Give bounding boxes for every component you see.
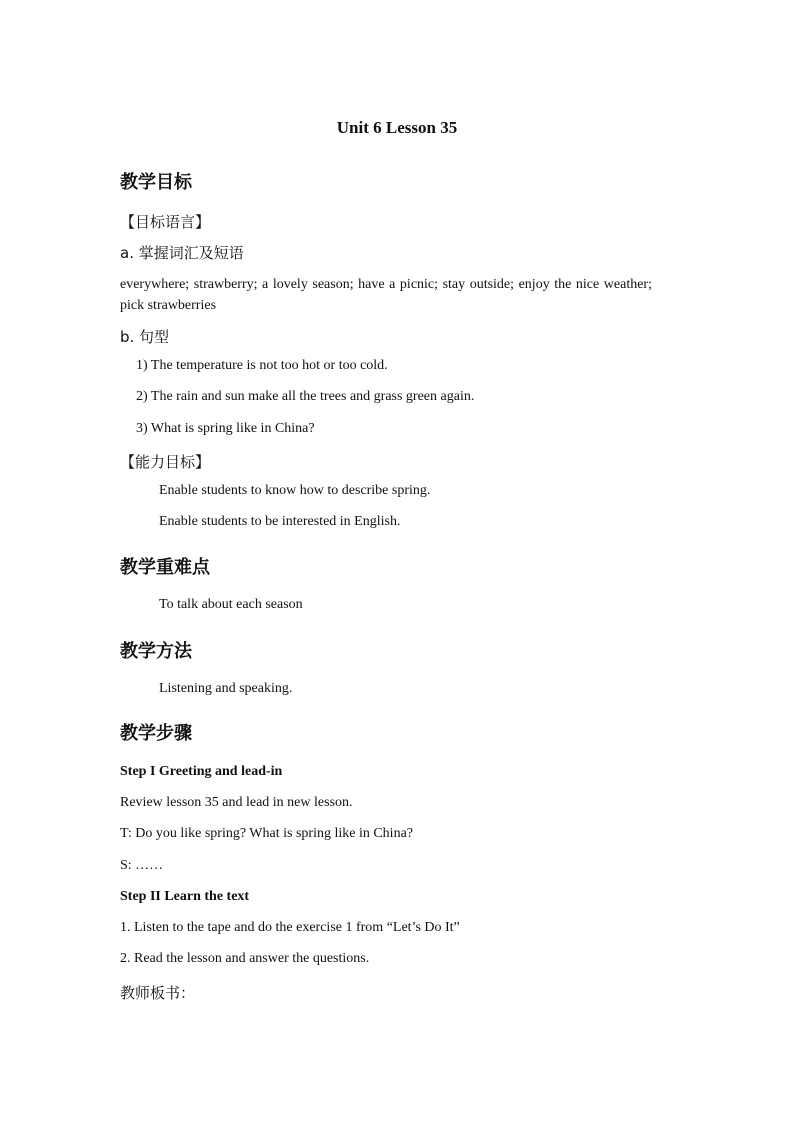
objectives-heading: 教学目标 — [120, 172, 192, 193]
sentence-item: 1) The temperature is not too hot or too cold. — [136, 358, 388, 373]
item-b-sentence-patterns: b. 句型 — [120, 328, 170, 346]
ability-item: Enable students to know how to describe spring. — [159, 483, 431, 498]
step2-line: 2. Read the lesson and answer the questions. — [120, 951, 370, 966]
target-language-label: 【目标语言】 — [120, 213, 211, 231]
sentence-item: 3) What is spring like in China? — [136, 421, 315, 436]
method-text: Listening and speaking. — [159, 681, 293, 696]
step1-line: T: Do you like spring? What is spring like in China? — [120, 826, 414, 841]
step2-title: Step II Learn the text — [120, 889, 250, 904]
step1-line: Review lesson 35 and lead in new lesson. — [120, 795, 353, 810]
step2-line: 1. Listen to the tape and do the exercise 1 from “Let’s Do It” — [120, 920, 460, 935]
sentence-item: 2) The rain and sun make all the trees and grass green again. — [136, 389, 475, 404]
key-point-text: To talk about each season — [159, 597, 303, 612]
board-label: 教师板书： — [120, 984, 196, 1002]
ability-item: Enable students to be interested in English. — [159, 514, 401, 529]
step1-line: S: …… — [120, 858, 164, 873]
steps-heading: 教学步骤 — [120, 723, 192, 744]
vocabulary-list: everywhere; strawberry; a lovely season; have a picnic; stay outside; enjoy the nice weather; pick strawberries — [120, 277, 652, 313]
item-a-vocabulary: a. 掌握词汇及短语 — [120, 244, 244, 262]
lesson-title: Unit 6 Lesson 35 — [336, 118, 458, 137]
methods-heading: 教学方法 — [120, 641, 192, 662]
step1-title: Step I Greeting and lead-in — [120, 764, 283, 779]
ability-label: 【能力目标】 — [120, 453, 211, 471]
key-points-heading: 教学重难点 — [120, 557, 210, 578]
